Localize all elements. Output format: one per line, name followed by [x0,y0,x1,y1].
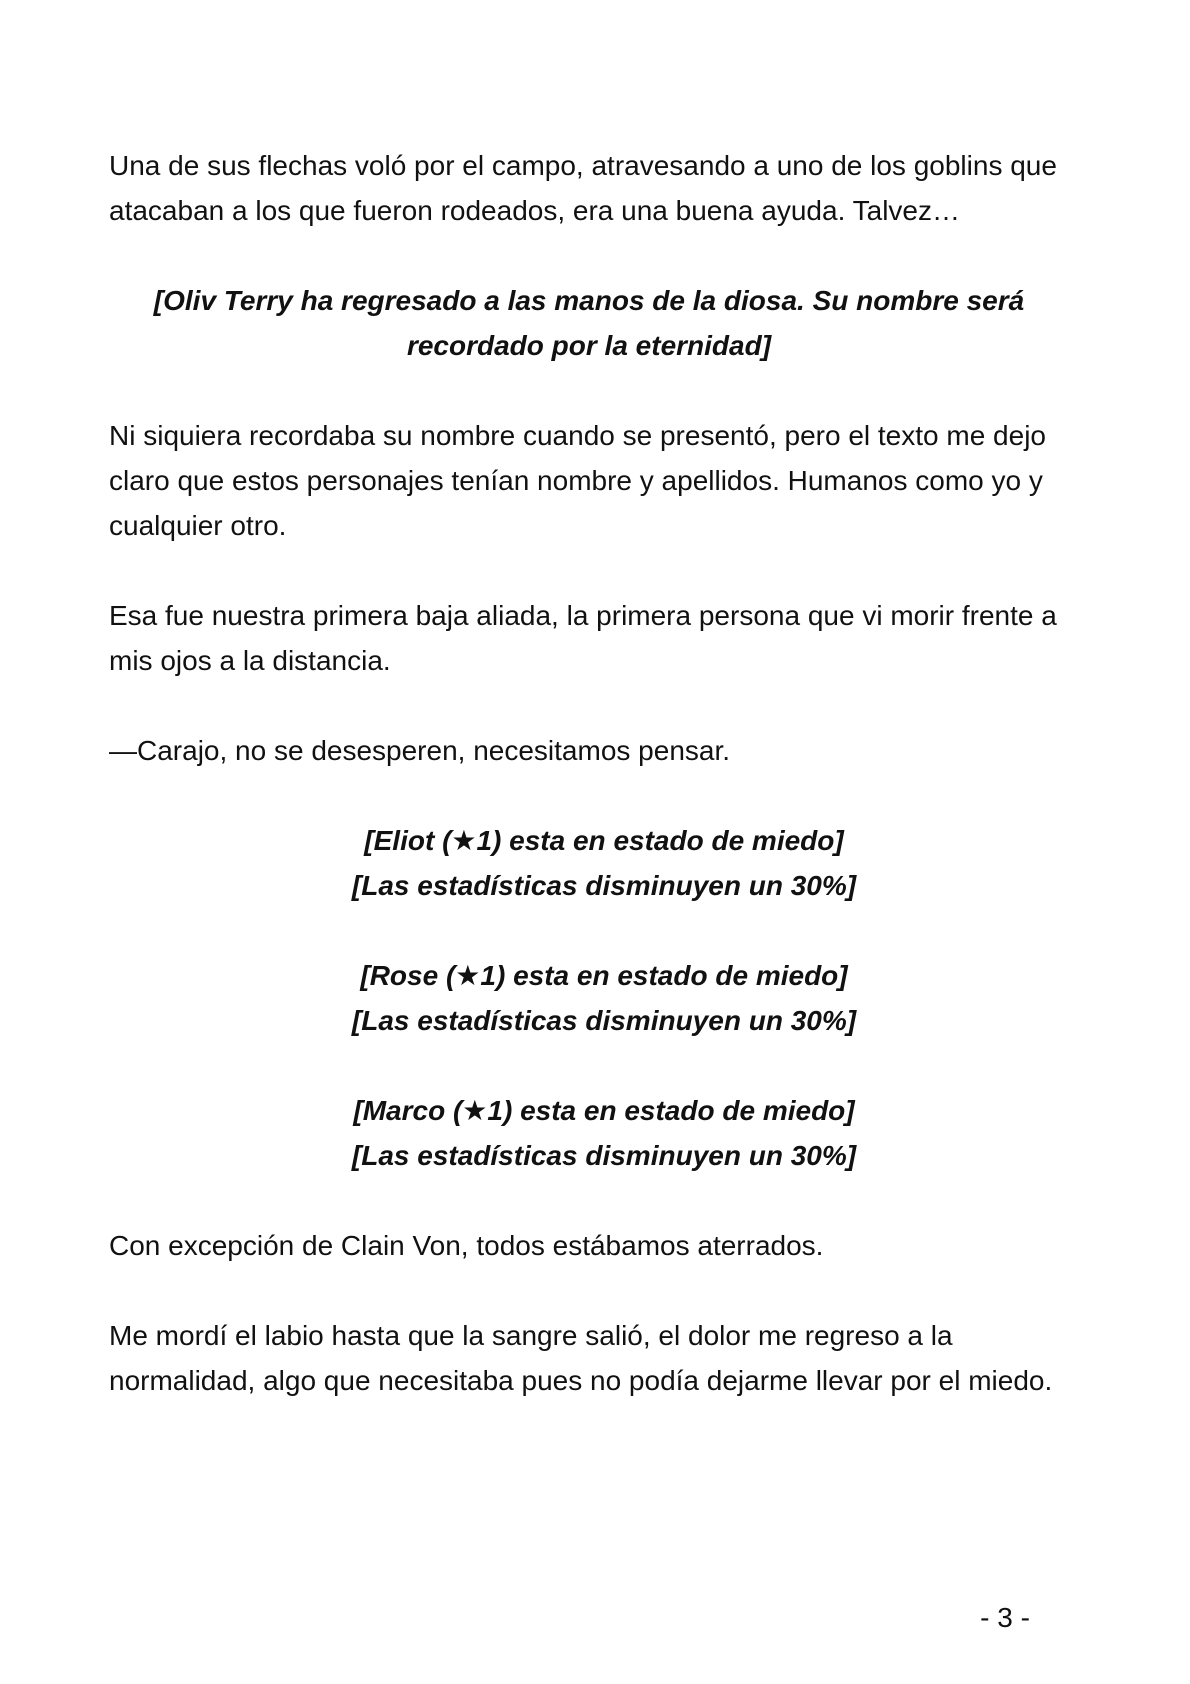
system-message-fear-marco [109,1088,1099,1178]
system-message-line: [Las estadísticas disminuyen un 30%] [351,1005,857,1036]
paragraph-arrow: Una de sus flechas voló por el campo, atravesando a uno de los goblins que atacaban a los que fueron rodeados, era una buena ayuda. Talvez… [109,150,1057,226]
paragraph-first-casualty: Esa fue nuestra primera baja aliada, la primera persona que vi morir frente a mis ojos a la distancia. [109,600,1057,676]
system-message-line: recordado por la eternidad] [406,330,772,361]
page-body [109,143,1099,1448]
system-message-death [109,278,1069,368]
paragraph-dialogue: —Carajo, no se desesperen, necesitamos pensar. [109,735,731,766]
system-message-line: [Rose (★1) esta en estado de miedo] [360,960,848,991]
system-message-fear-eliot [109,818,1099,908]
page-number: - 3 - [980,1602,1030,1633]
system-message-line: [Oliv Terry ha regresado a las manos de la diosa. Su nombre será [153,285,1025,316]
system-message-fear-rose [109,953,1099,1043]
system-message-line: [Marco (★1) esta en estado de miedo] [353,1095,855,1126]
system-message-line: [Eliot (★1) esta en estado de miedo] [364,825,844,856]
paragraph-bit-lip: Me mordí el labio hasta que la sangre salió, el dolor me regreso a la normalidad, algo que necesitaba pues no podía dejarme llevar por el miedo. [109,1320,1053,1396]
paragraph-name-recall: Ni siquiera recordaba su nombre cuando se presentó, pero el texto me dejo claro que estos personajes tenían nombre y apellidos. Humanos como yo y cualquier otro. [109,420,1046,541]
system-message-line: [Las estadísticas disminuyen un 30%] [351,1140,857,1171]
system-message-line: [Las estadísticas disminuyen un 30%] [351,870,857,901]
paragraph-exception: Con excepción de Clain Von, todos estábamos aterrados. [109,1230,824,1261]
